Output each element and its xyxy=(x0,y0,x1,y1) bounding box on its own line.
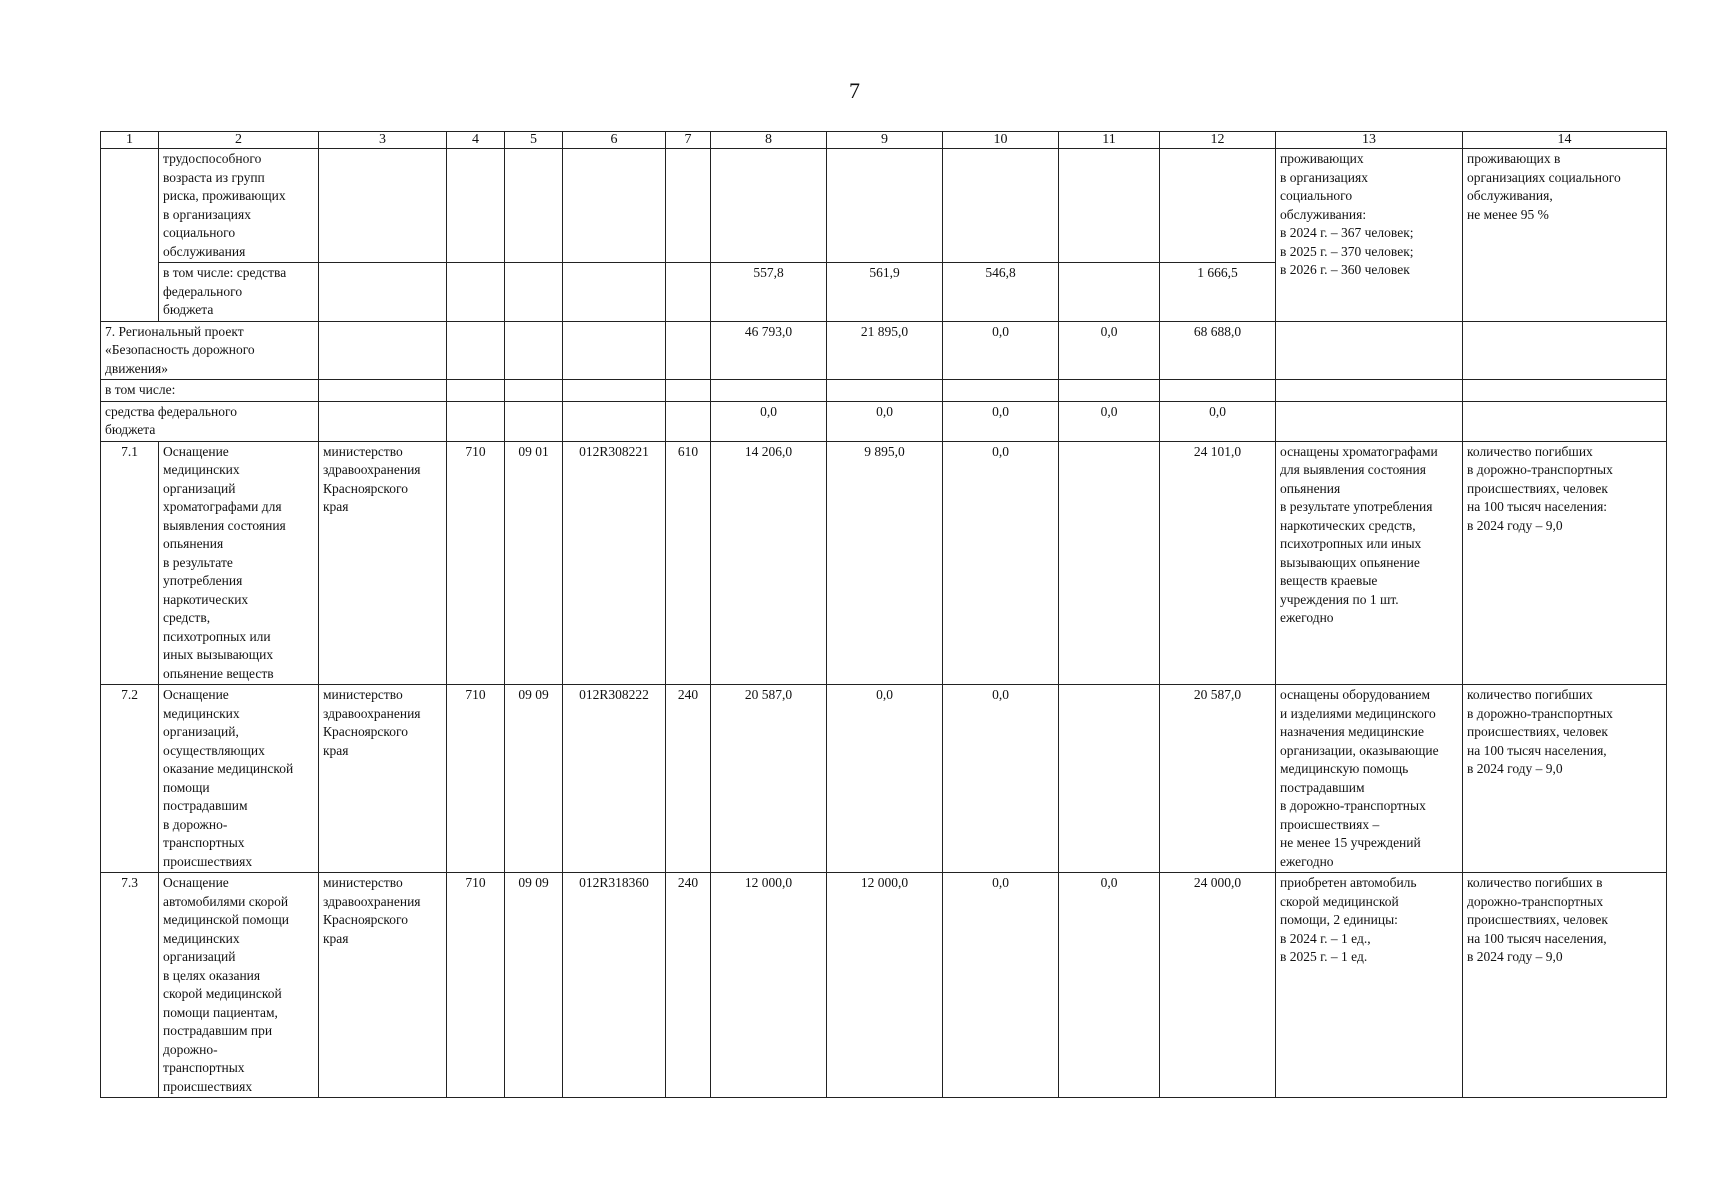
amount-2025: 561,9 xyxy=(827,263,943,322)
indicator-description: количество погибших в дорожно-транспортных происшествиях, человек на 100 тысяч населения: в 2024 году – 9,0 xyxy=(1463,441,1667,685)
code-section: 09 09 xyxy=(505,873,563,1098)
table-row xyxy=(101,441,1667,685)
activity-description: Оснащение медицинских организаций, осуществляющих оказание медицинской помощи пострадавшим в дорожно- транспортных происшествиях xyxy=(159,685,319,873)
amount-total: 1 666,5 xyxy=(1160,263,1276,322)
code-expense-type: 610 xyxy=(666,441,711,685)
amount-total: 24 000,0 xyxy=(1160,873,1276,1098)
code-grbs: 710 xyxy=(447,441,505,685)
amount-2025: 0,0 xyxy=(827,401,943,441)
column-number: 7 xyxy=(666,132,711,149)
amount-total: 24 101,0 xyxy=(1160,441,1276,685)
amount-2025: 0,0 xyxy=(827,685,943,873)
amount-col11 xyxy=(1059,441,1160,685)
amount-2026: 0,0 xyxy=(943,441,1059,685)
activity-description: трудоспособного возраста из групп риска, проживающих в организациях социального обслуживания xyxy=(159,149,319,263)
column-number: 4 xyxy=(447,132,505,149)
budget-table xyxy=(100,131,1667,1098)
amount-col11: 0,0 xyxy=(1059,321,1160,380)
column-number: 9 xyxy=(827,132,943,149)
amount-total: 20 587,0 xyxy=(1160,685,1276,873)
code-section: 09 01 xyxy=(505,441,563,685)
column-number: 12 xyxy=(1160,132,1276,149)
funding-source-label: средства федерального бюджета xyxy=(101,401,319,441)
column-number: 8 xyxy=(711,132,827,149)
indicator-description: количество погибших в дорожно-транспортных происшествиях, человек на 100 тысяч населения, в 2024 году – 9,0 xyxy=(1463,873,1667,1098)
column-number: 2 xyxy=(159,132,319,149)
amount-2024: 14 206,0 xyxy=(711,441,827,685)
item-number: 7.3 xyxy=(101,873,159,1098)
table-row xyxy=(101,321,1667,380)
item-number: 7.1 xyxy=(101,441,159,685)
result-description: оснащены оборудованием и изделиями медицинского назначения медицинские организации, оказывающие медицинскую помощь пострадавшим в дорожно-транспортных происшествиях – не менее 15 учреждений ежегодно xyxy=(1276,685,1463,873)
table-row xyxy=(101,401,1667,441)
column-number: 6 xyxy=(563,132,666,149)
code-grbs: 710 xyxy=(447,873,505,1098)
page-number: 7 xyxy=(849,78,860,103)
item-number: 7.2 xyxy=(101,685,159,873)
activity-description: Оснащение медицинских организаций хроматографами для выявления состояния опьянения в результате употребления наркотических средств, психотропных или иных вызывающих опьянение веществ xyxy=(159,441,319,685)
amount-2024: 557,8 xyxy=(711,263,827,322)
code-target-item: 012R308222 xyxy=(563,685,666,873)
amount-2024: 12 000,0 xyxy=(711,873,827,1098)
activity-description: Оснащение автомобилями скорой медицинской помощи медицинских организаций в целях оказания скорой медицинской помощи пациентам, пострадавшим при дорожно- транспортных происшествиях xyxy=(159,873,319,1098)
column-number: 5 xyxy=(505,132,563,149)
code-grbs: 710 xyxy=(447,685,505,873)
table-row xyxy=(101,873,1667,1098)
table-row xyxy=(101,149,1667,263)
amount-2026: 0,0 xyxy=(943,321,1059,380)
code-target-item: 012R318360 xyxy=(563,873,666,1098)
responsible-executor: министерство здравоохранения Красноярского края xyxy=(319,441,447,685)
code-expense-type: 240 xyxy=(666,685,711,873)
indicator-description: проживающих в организациях социального обслуживания, не менее 95 % xyxy=(1463,149,1667,322)
amount-2024: 0,0 xyxy=(711,401,827,441)
amount-2024: 46 793,0 xyxy=(711,321,827,380)
code-expense-type: 240 xyxy=(666,873,711,1098)
result-description: проживающих в организациях социального обслуживания: в 2024 г. – 367 человек; в 2025 г. – 370 человек; в 2026 г. – 360 человек xyxy=(1276,149,1463,322)
column-number: 11 xyxy=(1059,132,1160,149)
amount-col11: 0,0 xyxy=(1059,401,1160,441)
code-target-item: 012R308221 xyxy=(563,441,666,685)
amount-2025: 12 000,0 xyxy=(827,873,943,1098)
amount-2026: 546,8 xyxy=(943,263,1059,322)
column-number: 3 xyxy=(319,132,447,149)
amount-2025: 21 895,0 xyxy=(827,321,943,380)
amount-2025: 9 895,0 xyxy=(827,441,943,685)
code-section: 09 09 xyxy=(505,685,563,873)
amount-col11: 0,0 xyxy=(1059,873,1160,1098)
column-number: 14 xyxy=(1463,132,1667,149)
result-description: оснащены хроматографами для выявления состояния опьянения в результате употребления наркотических средств, психотропных или иных вызывающих опьянение веществ краевые учреждения по 1 шт. ежегодно xyxy=(1276,441,1463,685)
column-number-row xyxy=(101,132,1667,149)
amount-total: 0,0 xyxy=(1160,401,1276,441)
column-number: 1 xyxy=(101,132,159,149)
subtotal-label: в том числе: xyxy=(101,380,319,402)
amount-col11 xyxy=(1059,685,1160,873)
indicator-description: количество погибших в дорожно-транспортных происшествиях, человек на 100 тысяч населения, в 2024 году – 9,0 xyxy=(1463,685,1667,873)
column-number: 13 xyxy=(1276,132,1463,149)
result-description: приобретен автомобиль скорой медицинской помощи, 2 единицы: в 2024 г. – 1 ед., в 2025 г. – 1 ед. xyxy=(1276,873,1463,1098)
project-title: 7. Региональный проект «Безопасность дорожного движения» xyxy=(101,321,319,380)
table-row xyxy=(101,685,1667,873)
amount-2026: 0,0 xyxy=(943,685,1059,873)
column-number: 10 xyxy=(943,132,1059,149)
amount-total: 68 688,0 xyxy=(1160,321,1276,380)
responsible-executor: министерство здравоохранения Красноярского края xyxy=(319,873,447,1098)
amount-2026: 0,0 xyxy=(943,401,1059,441)
amount-2026: 0,0 xyxy=(943,873,1059,1098)
amount-2024: 20 587,0 xyxy=(711,685,827,873)
responsible-executor: министерство здравоохранения Красноярского края xyxy=(319,685,447,873)
table-row xyxy=(101,380,1667,402)
activity-description: в том числе: средства федерального бюджета xyxy=(159,263,319,322)
